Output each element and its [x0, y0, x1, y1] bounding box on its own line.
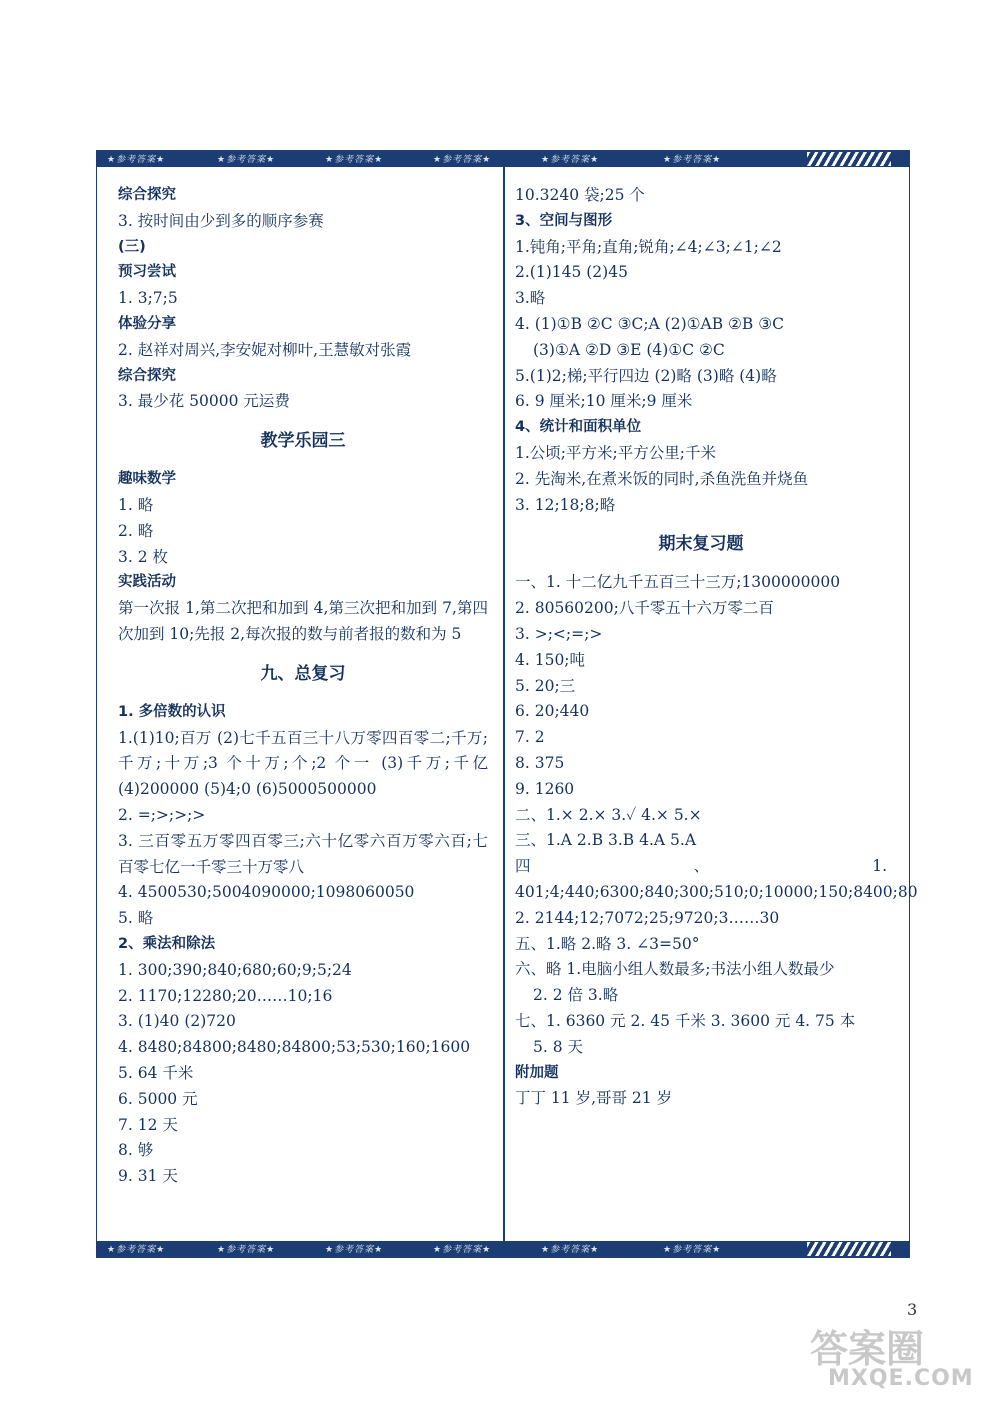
answer-line: 丁丁 11 岁,哥哥 21 岁 [515, 1089, 673, 1108]
band-tag: ★参考答案★ [325, 1245, 384, 1255]
band-tag: ★参考答案★ [541, 1245, 600, 1255]
answer-line: 3. 按时间由少到多的顺序参赛 [118, 211, 324, 230]
answer-line: 三、1.A 2.B 3.B 4.A 5.A [515, 831, 697, 850]
answer-line: 4. 8480;84800;8480;84800;53;530;160;1600 [118, 1038, 471, 1057]
section-heading: 体验分享 [118, 315, 176, 332]
band-tag: ★参考答案★ [325, 155, 384, 165]
column-divider [503, 167, 505, 1241]
band-tag: ★参考答案★ [107, 155, 166, 165]
answer-line: 1. 300;390;840;680;60;9;5;24 [118, 960, 352, 979]
answer-line: 第一次报 1,第二次把和加到 4,第三次把和加到 7,第四次加到 10;先报 2,每次报的数与前者报的数和为 5 [118, 599, 488, 643]
band-tag: ★参考答案★ [217, 155, 276, 165]
section-heading: 附加题 [515, 1064, 559, 1081]
answer-line: 4. 4500530;5004090000;1098060050 [118, 883, 415, 902]
answer-line: 9. 1260 [515, 779, 575, 798]
watermark-logo: 答案圈 [810, 1327, 925, 1371]
answer-line: 5. 略 [118, 909, 154, 928]
answer-line: 7. 12 天 [118, 1115, 178, 1134]
section-heading: 预习尝试 [118, 264, 176, 281]
answer-line: (3)①A ②D ③E (4)①C ②C [533, 340, 725, 359]
answer-line: 五、1.略 2.略 3. ∠3=50° [515, 934, 700, 953]
answer-line: 一、1. 十二亿九千五百三十三万;1300000000 [515, 573, 841, 592]
answer-line: 8. 375 [515, 753, 565, 772]
stripe-decoration [807, 152, 891, 166]
band-tag: ★参考答案★ [107, 1245, 166, 1255]
footer-band [97, 1241, 909, 1257]
section-heading: 2、乘法和除法 [118, 935, 216, 952]
section-heading: 综合探究 [118, 187, 176, 203]
right-column [515, 183, 918, 1112]
chapter-title: 九、总复习 [260, 663, 346, 684]
answer-line: 3. (1)40 (2)720 [118, 1012, 236, 1031]
answer-line: 七、1. 6360 元 2. 45 千米 3. 3600 元 4. 75 本 [515, 1011, 856, 1030]
answer-line: 1.公顷;平方米;平方公里;千米 [515, 443, 716, 462]
chapter-title: 期末复习题 [658, 534, 744, 555]
answer-line: 2. 80560200;八千零五十六万零二百 [515, 599, 774, 618]
answer-line: 1.(1)10;百万 (2)七千五百三十八万零四百零二;千万;千万;十万;3 个十万;个;2 个一 (3)千万;千亿 (4)200000 (5)4;0 (6)5000500000 [118, 728, 488, 799]
band-tag: ★参考答案★ [541, 155, 600, 165]
answer-line: 四、1. 401;4;440;6300;840;300;510;0;10000;150;8400;80 [515, 857, 918, 901]
page-number: 3 [907, 1300, 918, 1319]
header-band [97, 151, 909, 167]
section-heading: 实践活动 [118, 574, 176, 591]
answer-line: 3. 最少花 50000 元运费 [118, 392, 290, 411]
answer-line: 4. (1)①B ②C ③C;A (2)①AB ②B ③C [515, 314, 784, 333]
answer-line: 2. 2 倍 3.略 [533, 986, 619, 1005]
section-heading: 3、空间与图形 [515, 212, 613, 229]
answer-line: 3. >;<;=;> [515, 624, 603, 643]
answer-line: 2. 先淘米,在煮米饭的同时,杀鱼洗鱼并烧鱼 [515, 469, 809, 488]
answer-line: 2. 1170;12280;20……10;16 [118, 986, 333, 1005]
answer-line: 2. =;>;>;> [118, 805, 206, 824]
answer-line: 5. 64 千米 [118, 1063, 194, 1082]
answer-line: 6. 5000 元 [118, 1089, 198, 1108]
answer-line: 2. 2144;12;7072;25;9720;3……30 [515, 908, 780, 927]
answer-line: 3. 12;18;8;略 [515, 495, 616, 514]
answer-line: 6. 20;440 [515, 702, 590, 721]
section-heading: (三) [118, 238, 146, 255]
answer-line: 5.(1)2;梯;平行四边 (2)略 (3)略 (4)略 [515, 366, 777, 385]
answer-line: 8. 够 [118, 1141, 154, 1160]
band-tag: ★参考答案★ [433, 155, 492, 165]
answer-line: 六、略 1.电脑小组人数最多;书法小组人数最少 [515, 960, 835, 979]
answer-line: 2. 略 [118, 521, 154, 540]
answer-page-frame [96, 150, 918, 1258]
answer-line: 3. 2 枚 [118, 547, 169, 566]
stripe-decoration [807, 1242, 891, 1256]
answer-line: 3. 三百零五万零四百零三;六十亿零六百万零六百;七百零七亿一千零三十万零八 [118, 831, 488, 876]
band-tag: ★参考答案★ [433, 1245, 492, 1255]
answer-line: 10.3240 袋;25 个 [515, 186, 645, 204]
answer-line: 6. 9 厘米;10 厘米;9 厘米 [515, 392, 693, 411]
answer-line: 二、1.× 2.× 3.✓ 4.× 5.× [515, 805, 702, 824]
band-tag: ★参考答案★ [663, 1245, 722, 1255]
answer-line: 4. 150;吨 [515, 650, 586, 669]
left-column [118, 183, 488, 1190]
band-tag: ★参考答案★ [217, 1245, 276, 1255]
section-heading: 趣味数学 [118, 471, 176, 488]
answer-line: 1. 略 [118, 495, 154, 514]
answer-line: 1.钝角;平角;直角;锐角;∠4;∠3;∠1;∠2 [515, 237, 782, 256]
watermark-url: MXQE.COM [828, 1366, 974, 1391]
answer-line: 9. 31 天 [118, 1167, 178, 1186]
answer-line: 7. 2 [515, 728, 545, 747]
answer-line: 1. 3;7;5 [118, 289, 178, 308]
band-tag: ★参考答案★ [663, 155, 722, 165]
section-heading: 1. 多倍数的认识 [118, 703, 226, 720]
chapter-title: 教学乐园三 [260, 431, 346, 452]
section-heading: 综合探究 [118, 367, 176, 384]
section-heading: 4、统计和面积单位 [515, 419, 642, 436]
answer-line: 5. 20;三 [515, 676, 576, 695]
answer-line: 2. 赵祥对周兴,李安妮对柳叶,王慧敏对张霞 [118, 340, 412, 359]
answer-line: 5. 8 天 [533, 1037, 584, 1056]
answer-line: 3.略 [515, 289, 546, 308]
answer-line: 2.(1)145 (2)45 [515, 263, 628, 282]
